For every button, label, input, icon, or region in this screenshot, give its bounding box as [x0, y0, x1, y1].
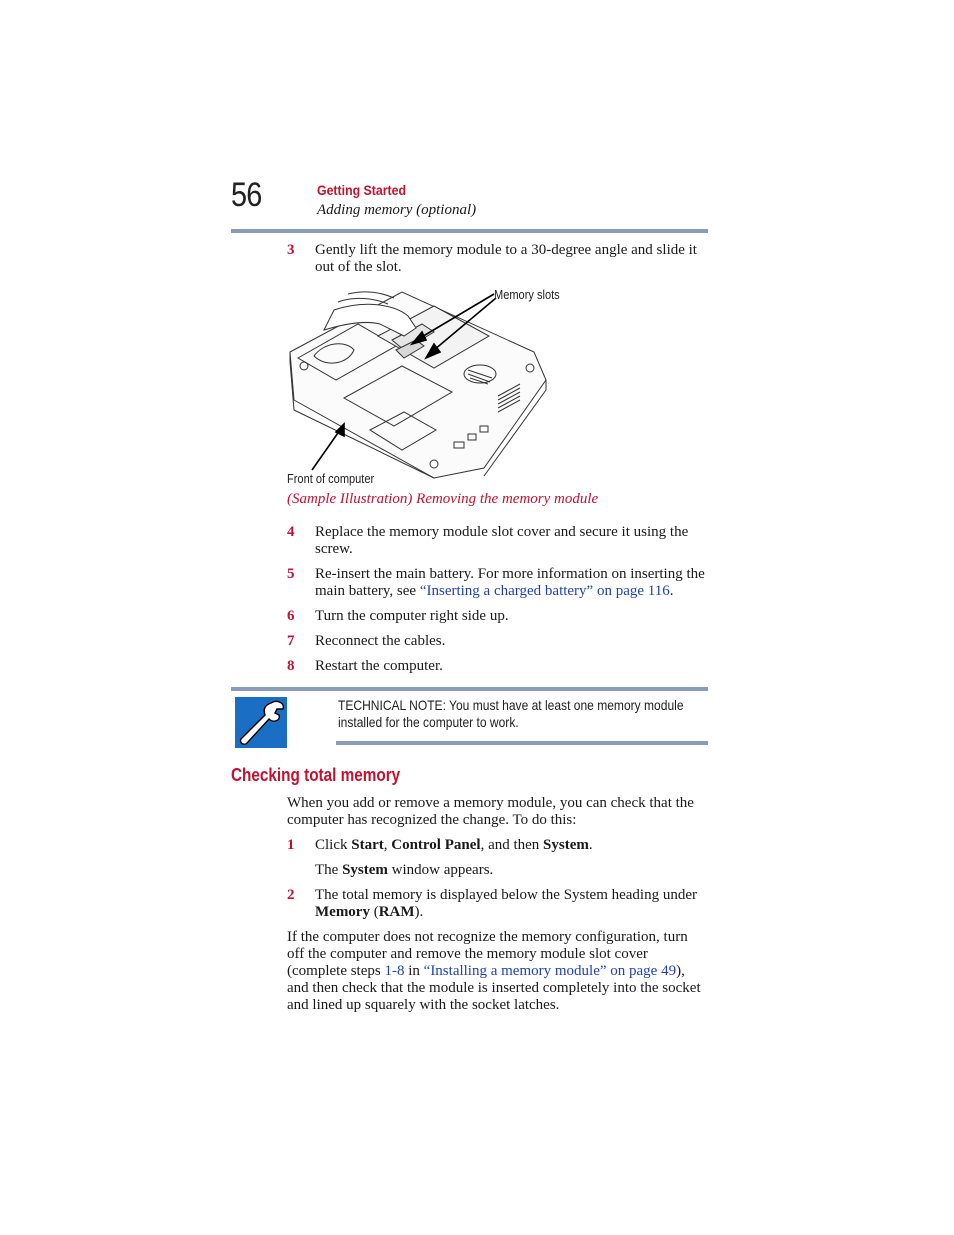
ram-label: RAM — [378, 904, 415, 920]
note-bottom-rule — [336, 741, 708, 745]
step-number: 3 — [287, 242, 295, 258]
section-heading: Checking total memory — [231, 765, 401, 785]
text-run: If the computer does not recognize the memory configuration, turn off the computer and remove the memory module slot cover (complete steps — [287, 929, 688, 979]
step-number: 5 — [287, 566, 295, 582]
step-number: 4 — [287, 524, 295, 540]
step-4 — [287, 524, 712, 560]
step-number: 7 — [287, 633, 295, 649]
step-text: Turn the computer right side up. — [315, 608, 509, 624]
text-run: ( — [369, 904, 379, 920]
control-panel-label: Control Panel — [391, 837, 481, 853]
check-step-1 — [287, 837, 712, 855]
system-window-label: System — [342, 862, 388, 878]
check-step-2 — [287, 887, 712, 923]
laptop-underside-drawing — [284, 280, 574, 480]
step-6 — [287, 608, 712, 626]
text-run: window appears. — [387, 862, 494, 878]
step-5 — [287, 566, 712, 602]
system-label: System — [543, 837, 589, 853]
steps-range-link[interactable]: 1-8 — [384, 963, 405, 979]
page-number: 56 — [231, 176, 262, 214]
front-of-computer-callout: Front of computer — [287, 471, 375, 486]
note-top-rule — [231, 687, 708, 691]
memory-removal-illustration — [284, 280, 574, 480]
step-3 — [287, 242, 712, 278]
wrench-icon — [235, 697, 287, 748]
step-text: Replace the memory module slot cover and secure it using the screw. — [315, 524, 689, 557]
check-step-1-result — [315, 862, 715, 880]
section-title: Adding memory (optional) — [317, 202, 477, 218]
step-text-after: . — [669, 583, 674, 599]
step-text — [315, 887, 710, 921]
technical-note-text: TECHNICAL NOTE: You must have at least one memory module installed for the computer to work. — [338, 697, 684, 730]
step-number: 8 — [287, 658, 295, 674]
text-run: The total memory is displayed below the System heading under — [315, 887, 698, 903]
text-run: ). — [414, 904, 424, 920]
text-run: , and then — [480, 837, 544, 853]
step-text: Gently lift the memory module to a 30-degree angle and slide it out of the slot. — [315, 242, 697, 275]
header-rule — [231, 229, 708, 233]
inserting-battery-link[interactable]: “Inserting a charged battery” on page 116 — [419, 583, 670, 599]
step-number: 6 — [287, 608, 295, 624]
text-run: Click — [315, 837, 352, 853]
memory-label: Memory — [315, 904, 370, 920]
chapter-title: Getting Started — [317, 182, 406, 198]
memory-slots-callout: Memory slots — [494, 287, 560, 302]
text-run: in — [404, 963, 424, 979]
step-text — [315, 837, 710, 854]
text-run: The — [315, 862, 343, 878]
figure-caption: (Sample Illustration) Removing the memory module — [287, 491, 599, 507]
text-run: . — [588, 837, 593, 853]
step-8 — [287, 658, 712, 676]
text-run: , — [383, 837, 392, 853]
step-text: Restart the computer. — [315, 658, 443, 674]
step-number: 2 — [287, 887, 295, 903]
closing-paragraph — [287, 929, 707, 1014]
step-text-before: Re-insert the main battery. For more information on inserting the main battery, see — [315, 566, 705, 599]
start-label: Start — [351, 837, 384, 853]
step-text: Reconnect the cables. — [315, 633, 446, 649]
installing-memory-link[interactable]: “Installing a memory module” on page 49 — [423, 963, 677, 979]
intro-paragraph: When you add or remove a memory module, you can check that the computer has recognized the change. To do this: — [287, 795, 694, 828]
step-7 — [287, 633, 712, 651]
text-run: ), and then check that the module is inserted completely into the socket and lined up squarely with the socket latches. — [287, 963, 701, 1013]
wrench-glyph — [235, 697, 287, 748]
step-number: 1 — [287, 837, 295, 853]
step-text — [315, 566, 710, 600]
